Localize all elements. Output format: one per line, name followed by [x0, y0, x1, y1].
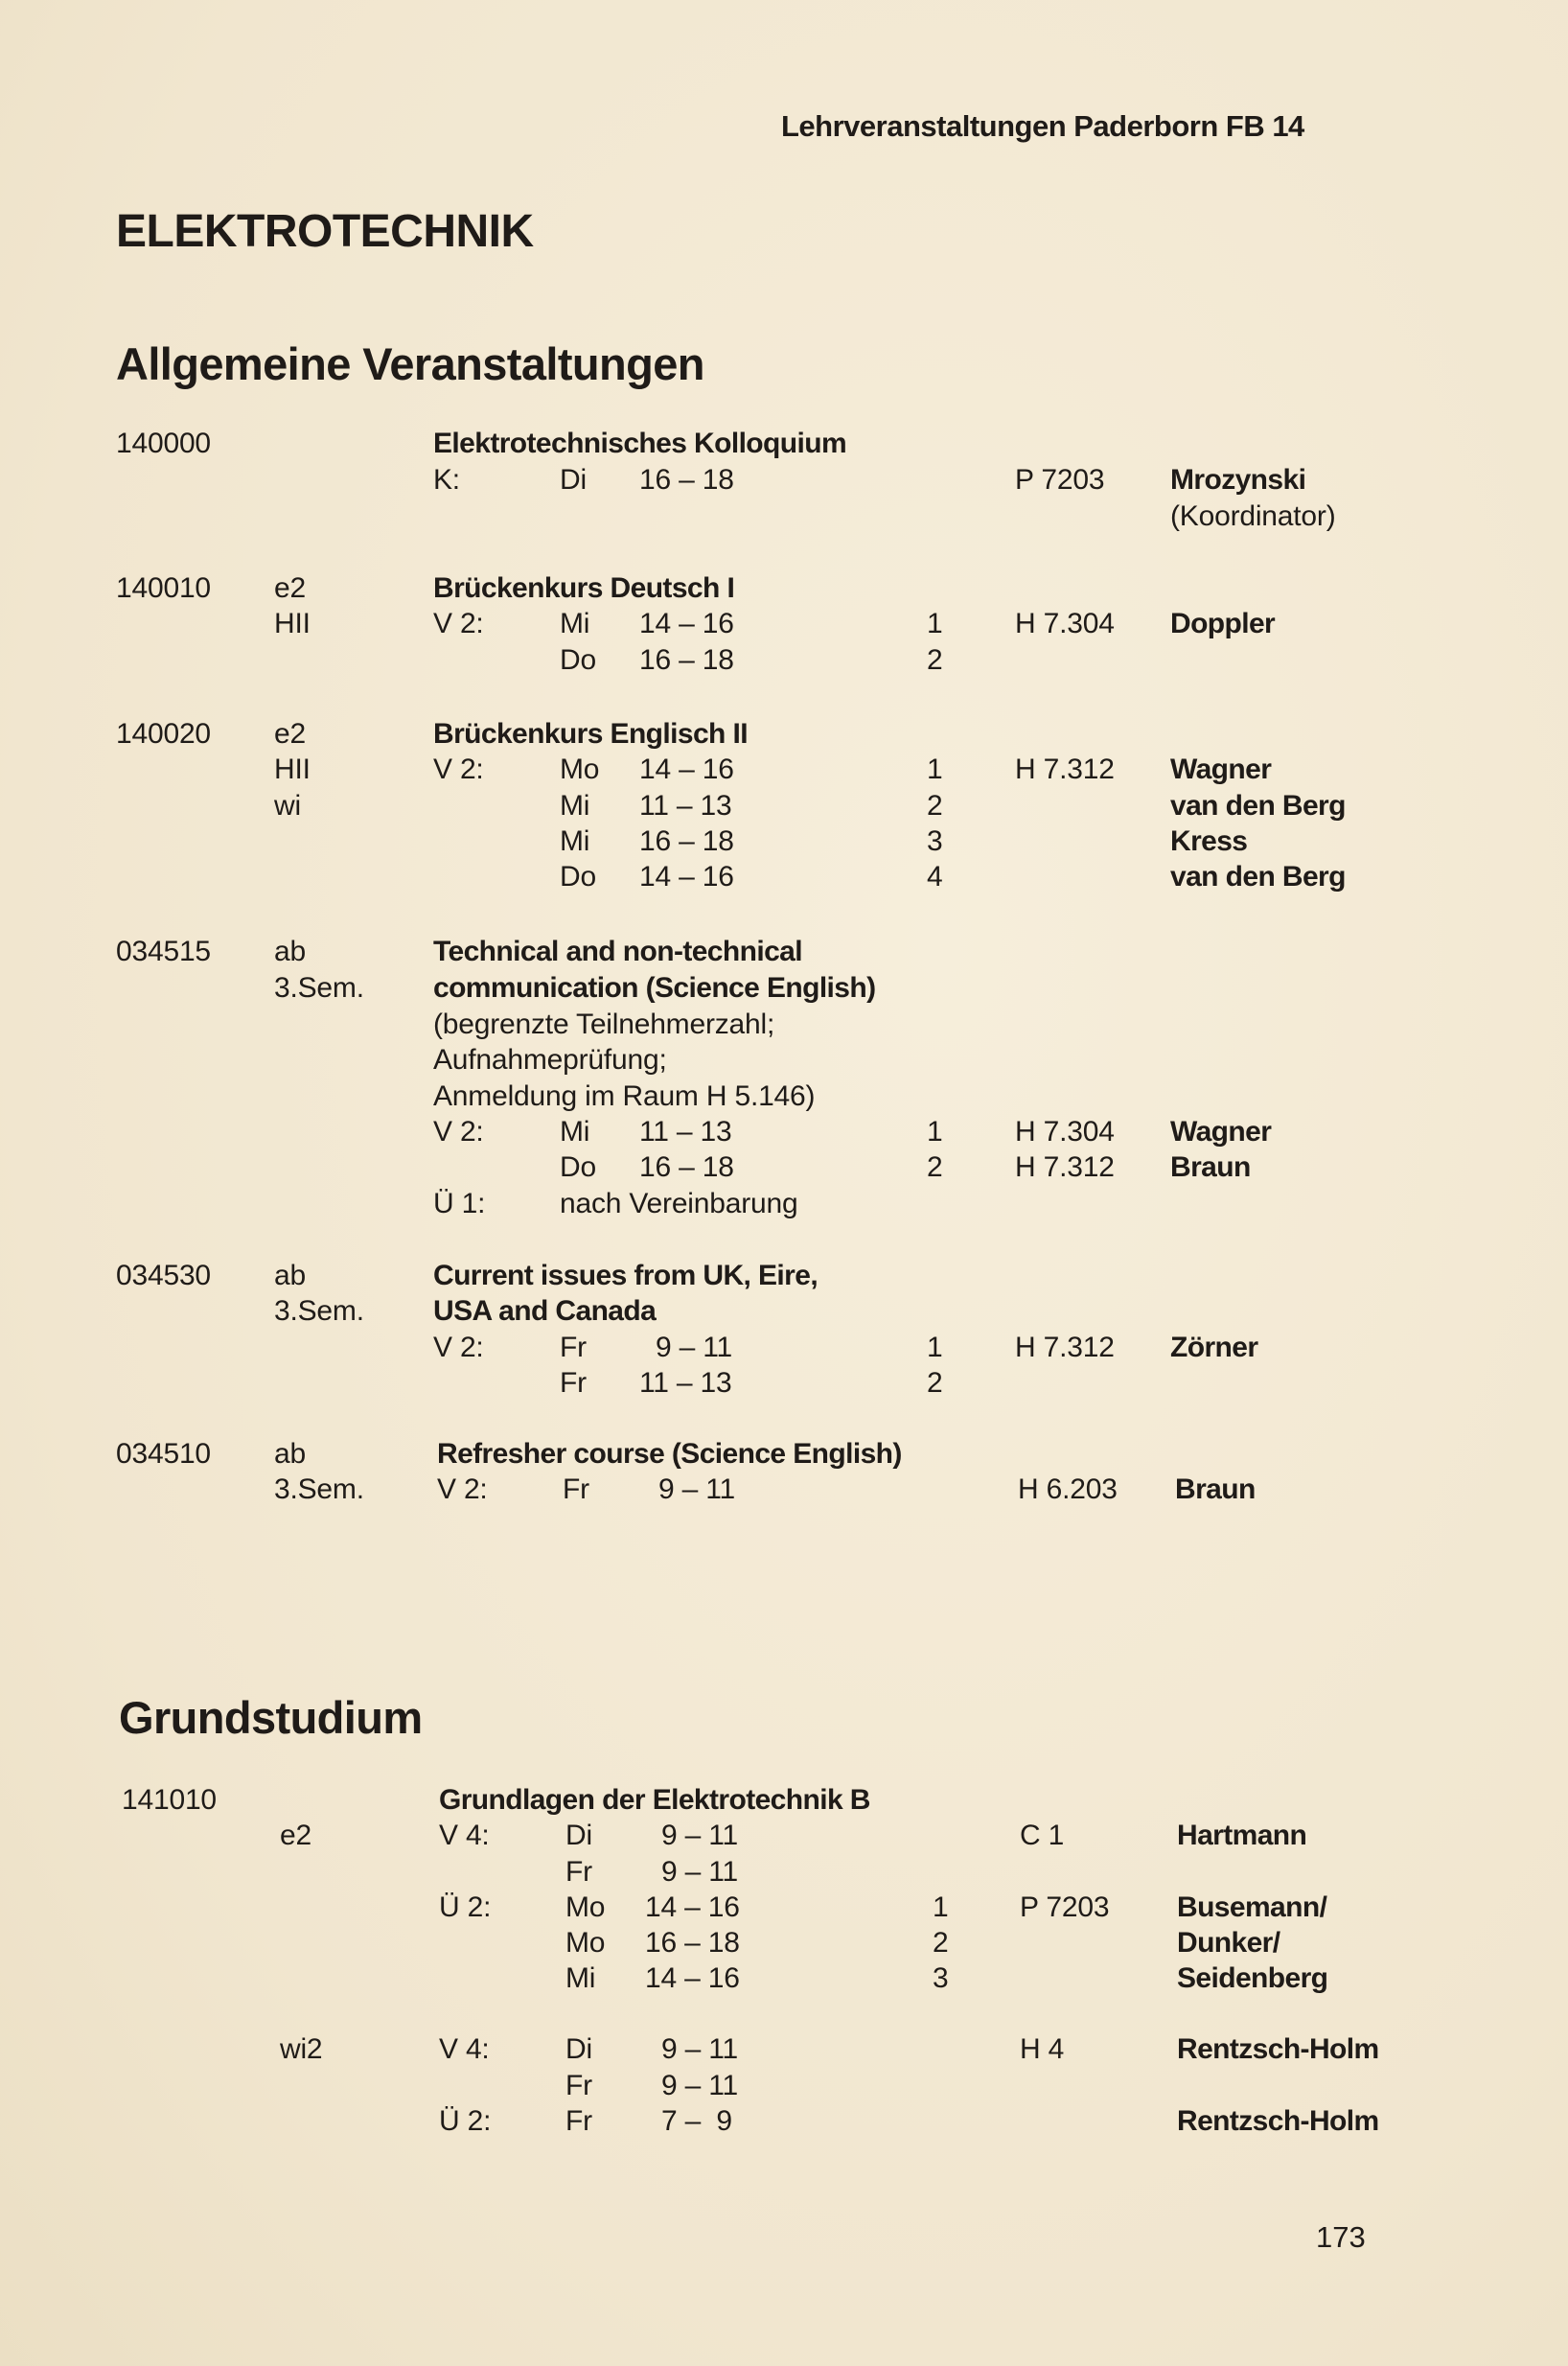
session-lecturer: Kress: [1170, 825, 1248, 857]
session-time: 9 – 11: [661, 1820, 738, 1851]
exercise-lecturer: Seidenberg: [1177, 1962, 1328, 1994]
session-time: 11 – 13: [639, 1116, 732, 1148]
course-title-line: USA and Canada: [433, 1295, 657, 1327]
session-room: H 7.304: [1015, 1116, 1115, 1148]
exercise-type: Ü 2:: [439, 2105, 492, 2137]
course-room: H 6.203: [1018, 1473, 1118, 1505]
session-group: 1: [927, 608, 943, 639]
session-day: Di: [565, 1820, 592, 1851]
session-time: 9 – 11: [661, 1856, 738, 1888]
course-type: V 2:: [433, 608, 484, 639]
session-day: Do: [560, 1151, 596, 1183]
session-group: 1: [933, 1891, 949, 1923]
course-time: 9 – 11: [658, 1473, 735, 1505]
session-day: Do: [560, 644, 596, 676]
audience: e2: [274, 572, 306, 604]
course-type: V 2:: [437, 1473, 488, 1505]
session-time: 9 – 11: [661, 2033, 738, 2065]
session-time: 14 – 16: [645, 1891, 740, 1923]
lecture-room: H 4: [1020, 2033, 1065, 2065]
session-time: 14 – 16: [639, 608, 734, 639]
session-day: Di: [565, 2033, 592, 2065]
page-number: 173: [1316, 2220, 1366, 2254]
session-group: 2: [927, 644, 943, 676]
session-time: 16 – 18: [639, 825, 734, 857]
audience: e2: [274, 718, 306, 750]
course-type: V 2:: [433, 754, 484, 785]
audience: ab: [274, 1438, 306, 1470]
course-title-line: communication (Science English): [433, 972, 876, 1004]
session-group: 2: [927, 1367, 943, 1399]
session-group: 3: [927, 825, 943, 857]
course-note: (begrenzte Teilnehmerzahl;: [433, 1009, 775, 1040]
session-group: 4: [927, 861, 943, 893]
course-type: V 2:: [433, 1116, 484, 1148]
lecture-room: C 1: [1020, 1820, 1065, 1851]
course-lecturer: Doppler: [1170, 608, 1276, 639]
session-group: 1: [927, 1116, 943, 1148]
section-title-allgemeine: Allgemeine Veranstaltungen: [116, 338, 704, 389]
audience: 3.Sem.: [274, 1295, 364, 1327]
session-time: 16 – 18: [639, 644, 734, 676]
session-day: Mo: [565, 1891, 606, 1923]
session-time: 14 – 16: [639, 754, 734, 785]
course-number: 140000: [116, 428, 211, 459]
lecture-lecturer: Rentzsch-Holm: [1177, 2033, 1379, 2065]
course-lecturer: Braun: [1175, 1473, 1256, 1505]
session-time: 16 – 18: [645, 1927, 740, 1959]
session-group: 1: [927, 754, 943, 785]
session-time: 16 – 18: [639, 1151, 734, 1183]
course-number: 141010: [122, 1784, 217, 1816]
session-day: Fr: [565, 1856, 592, 1888]
session-day: Do: [560, 861, 596, 893]
course-lecturer: Mrozynski: [1170, 464, 1306, 496]
session-day: Mi: [560, 608, 590, 639]
audience: 3.Sem.: [274, 972, 364, 1004]
session-time: 7 – 9: [661, 2105, 732, 2137]
course-title-line: Technical and non-technical: [433, 936, 802, 967]
course-type: V 2:: [433, 1332, 484, 1363]
course-room: H 7.312: [1015, 754, 1115, 785]
session-time: 14 – 16: [639, 861, 734, 893]
session-time: 11 – 13: [639, 790, 732, 822]
audience: 3.Sem.: [274, 1473, 364, 1505]
session-day: Mo: [565, 1927, 606, 1959]
exercise-lecturer: Rentzsch-Holm: [1177, 2105, 1379, 2137]
session-lecturer: Braun: [1170, 1151, 1251, 1183]
session-day: Fr: [560, 1332, 587, 1363]
course-title: Elektrotechnisches Kolloquium: [433, 428, 847, 459]
course-type: K:: [433, 464, 460, 496]
exercise-type: Ü 1:: [433, 1188, 486, 1219]
session-group: 2: [927, 790, 943, 822]
session-group: 3: [933, 1962, 949, 1994]
course-title: Refresher course (Science English): [437, 1438, 902, 1470]
course-room: H 7.312: [1015, 1332, 1115, 1363]
section-title-grundstudium: Grundstudium: [119, 1692, 423, 1743]
course-number: 140020: [116, 718, 211, 750]
course-number: 140010: [116, 572, 211, 604]
session-time: 11 – 13: [639, 1367, 732, 1399]
session-day: Mi: [565, 1962, 596, 1994]
course-title: Grundlagen der Elektrotechnik B: [439, 1784, 870, 1816]
session-day: Mo: [560, 754, 600, 785]
audience: ab: [274, 1260, 306, 1291]
session-day: Mi: [560, 825, 590, 857]
exercise-type: Ü 2:: [439, 1891, 492, 1923]
course-title-line: Current issues from UK, Eire,: [433, 1260, 819, 1291]
session-lecturer: van den Berg: [1170, 790, 1346, 822]
exercise-lecturer: Dunker/: [1177, 1927, 1280, 1959]
department-title: ELEKTROTECHNIK: [116, 206, 534, 257]
session-group: 2: [933, 1927, 949, 1959]
session-group: 2: [927, 1151, 943, 1183]
audience: HII: [274, 608, 311, 639]
course-note: Anmeldung im Raum H 5.146): [433, 1080, 816, 1112]
session-lecturer: Wagner: [1170, 1116, 1272, 1148]
audience: e2: [280, 1820, 311, 1851]
course-title: Brückenkurs Englisch II: [433, 718, 748, 750]
course-title: Brückenkurs Deutsch I: [433, 572, 735, 604]
audience: ab: [274, 936, 306, 967]
lecturer-note: (Koordinator): [1170, 500, 1336, 532]
course-note: Aufnahmeprüfung;: [433, 1044, 667, 1076]
course-number: 034515: [116, 936, 211, 967]
course-number: 034510: [116, 1438, 211, 1470]
course-time: 16 – 18: [639, 464, 734, 496]
exercise-text: nach Vereinbarung: [560, 1188, 798, 1219]
session-day: Mi: [560, 790, 590, 822]
audience: HII: [274, 754, 311, 785]
exercise-room: P 7203: [1020, 1891, 1110, 1923]
lecture-lecturer: Hartmann: [1177, 1820, 1307, 1851]
course-number: 034530: [116, 1260, 211, 1291]
course-day: Di: [560, 464, 587, 496]
session-day: Fr: [565, 2105, 592, 2137]
session-day: Fr: [565, 2070, 592, 2101]
session-lecturer: Wagner: [1170, 754, 1272, 785]
course-room: H 7.304: [1015, 608, 1115, 639]
course-lecturer: Zörner: [1170, 1332, 1258, 1363]
course-day: Fr: [563, 1473, 589, 1505]
lecture-type: V 4:: [439, 2033, 490, 2065]
session-lecturer: van den Berg: [1170, 861, 1346, 893]
audience: wi: [274, 790, 301, 822]
session-time: 9 – 11: [661, 2070, 738, 2101]
session-day: Fr: [560, 1367, 587, 1399]
session-time: 9 – 11: [656, 1332, 732, 1363]
course-room: P 7203: [1015, 464, 1105, 496]
session-time: 14 – 16: [645, 1962, 740, 1994]
running-header: Lehrveranstaltungen Paderborn FB 14: [781, 109, 1304, 143]
audience: wi2: [280, 2033, 323, 2065]
session-day: Mi: [560, 1116, 590, 1148]
session-group: 1: [927, 1332, 943, 1363]
lecture-type: V 4:: [439, 1820, 490, 1851]
exercise-lecturer: Busemann/: [1177, 1891, 1327, 1923]
session-room: H 7.312: [1015, 1151, 1115, 1183]
